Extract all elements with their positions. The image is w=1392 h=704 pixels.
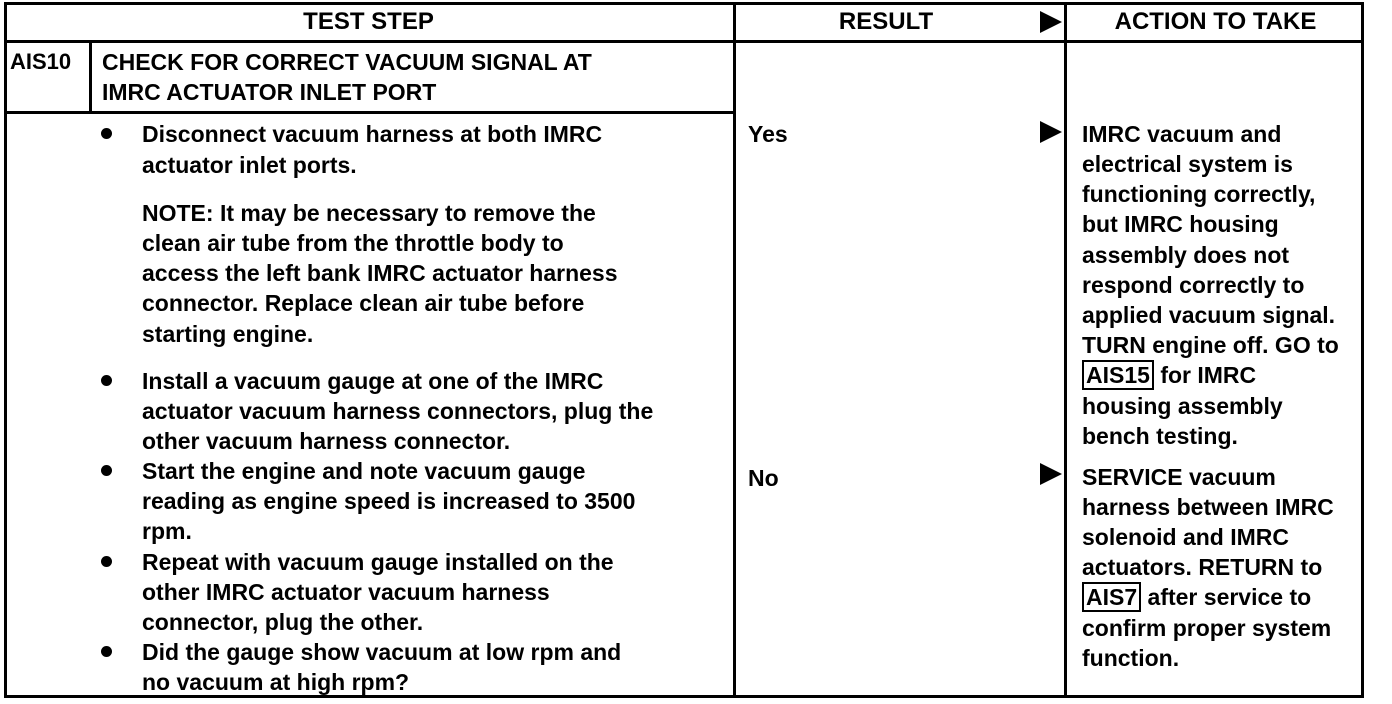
action-no-line4: actuators. RETURN to — [1082, 554, 1323, 580]
header-result: RESULT — [838, 8, 934, 35]
bullet-icon — [101, 465, 112, 476]
action-yes-line5: assembly does not — [1082, 242, 1290, 268]
ais7-reference-link[interactable]: AIS7 — [1082, 582, 1141, 612]
action-yes-line4: but IMRC housing — [1082, 211, 1279, 237]
action-yes-line8: TURN engine off. GO to — [1082, 332, 1339, 358]
action-yes-line3: functioning correctly, — [1082, 181, 1316, 207]
ais15-reference-link[interactable]: AIS15 — [1082, 360, 1154, 390]
action-no-line5-rest: after service to — [1141, 584, 1312, 610]
instruction-2-line2: actuator vacuum harness connectors, plug the — [142, 398, 654, 424]
step-title-line1: CHECK FOR CORRECT VACUUM SIGNAL AT — [102, 49, 592, 75]
instruction-1-line1: Disconnect vacuum harness at both IMRC — [142, 121, 603, 147]
action-yes-line9-rest: for IMRC — [1153, 362, 1257, 388]
result-yes: Yes — [748, 121, 788, 147]
note-line5: starting engine. — [142, 321, 314, 347]
action-yes-line1: IMRC vacuum and — [1082, 121, 1282, 147]
action-yes-line11: bench testing. — [1082, 423, 1238, 449]
instruction-3-line2: reading as engine speed is increased to 3500 — [142, 488, 636, 514]
instruction-4-line2: other IMRC actuator vacuum harness — [142, 579, 550, 605]
instruction-5-line2: no vacuum at high rpm? — [142, 669, 410, 695]
step-title-bottom-rule — [4, 111, 735, 114]
action-no-line6: confirm proper system — [1082, 615, 1332, 641]
result-yes-arrow-icon — [1040, 121, 1062, 143]
result-no: No — [748, 465, 779, 491]
action-yes-line6: respond correctly to — [1082, 272, 1305, 298]
note-line2: clean air tube from the throttle body to — [142, 230, 564, 256]
note-line1: NOTE: It may be necessary to remove the — [142, 200, 596, 226]
instruction-3-line1: Start the engine and note vacuum gauge — [142, 458, 586, 484]
action-yes-line2: electrical system is — [1082, 151, 1293, 177]
bullet-icon — [101, 375, 112, 386]
note-line4: connector. Replace clean air tube before — [142, 290, 585, 316]
action-no-line2: harness between IMRC — [1082, 494, 1334, 520]
action-no-line3: solenoid and IMRC — [1082, 524, 1289, 550]
instruction-4-line1: Repeat with vacuum gauge installed on the — [142, 549, 614, 575]
action-no-line7: function. — [1082, 645, 1180, 671]
action-no-line5 — [1082, 582, 1311, 612]
bullet-icon — [101, 556, 112, 567]
step-id-divider — [89, 42, 92, 113]
bullet-icon — [101, 128, 112, 139]
instruction-4-line3: connector, plug the other. — [142, 609, 424, 635]
step-id: AIS10 — [10, 49, 72, 74]
action-yes-line9 — [1082, 360, 1256, 390]
action-no-line1: SERVICE vacuum — [1082, 464, 1276, 490]
note-line3: access the left bank IMRC actuator harness — [142, 260, 618, 286]
header-arrow-icon — [1040, 11, 1062, 33]
action-yes-line7: applied vacuum signal. — [1082, 302, 1336, 328]
header-test-step: TEST STEP — [303, 8, 434, 35]
instruction-5-line1: Did the gauge show vacuum at low rpm and — [142, 639, 622, 665]
instruction-1-line2: actuator inlet ports. — [142, 152, 357, 178]
col-divider-step-result — [733, 2, 736, 698]
step-title-line2: IMRC ACTUATOR INLET PORT — [102, 79, 437, 105]
header-action-to-take: ACTION TO TAKE — [1114, 8, 1317, 35]
result-no-arrow-icon — [1040, 463, 1062, 485]
instruction-3-line3: rpm. — [142, 518, 192, 544]
instruction-2-line1: Install a vacuum gauge at one of the IMRC — [142, 368, 604, 394]
action-yes-line10: housing assembly — [1082, 393, 1283, 419]
bullet-icon — [101, 646, 112, 657]
instruction-2-line3: other vacuum harness connector. — [142, 428, 511, 454]
col-divider-result-action — [1064, 2, 1067, 698]
